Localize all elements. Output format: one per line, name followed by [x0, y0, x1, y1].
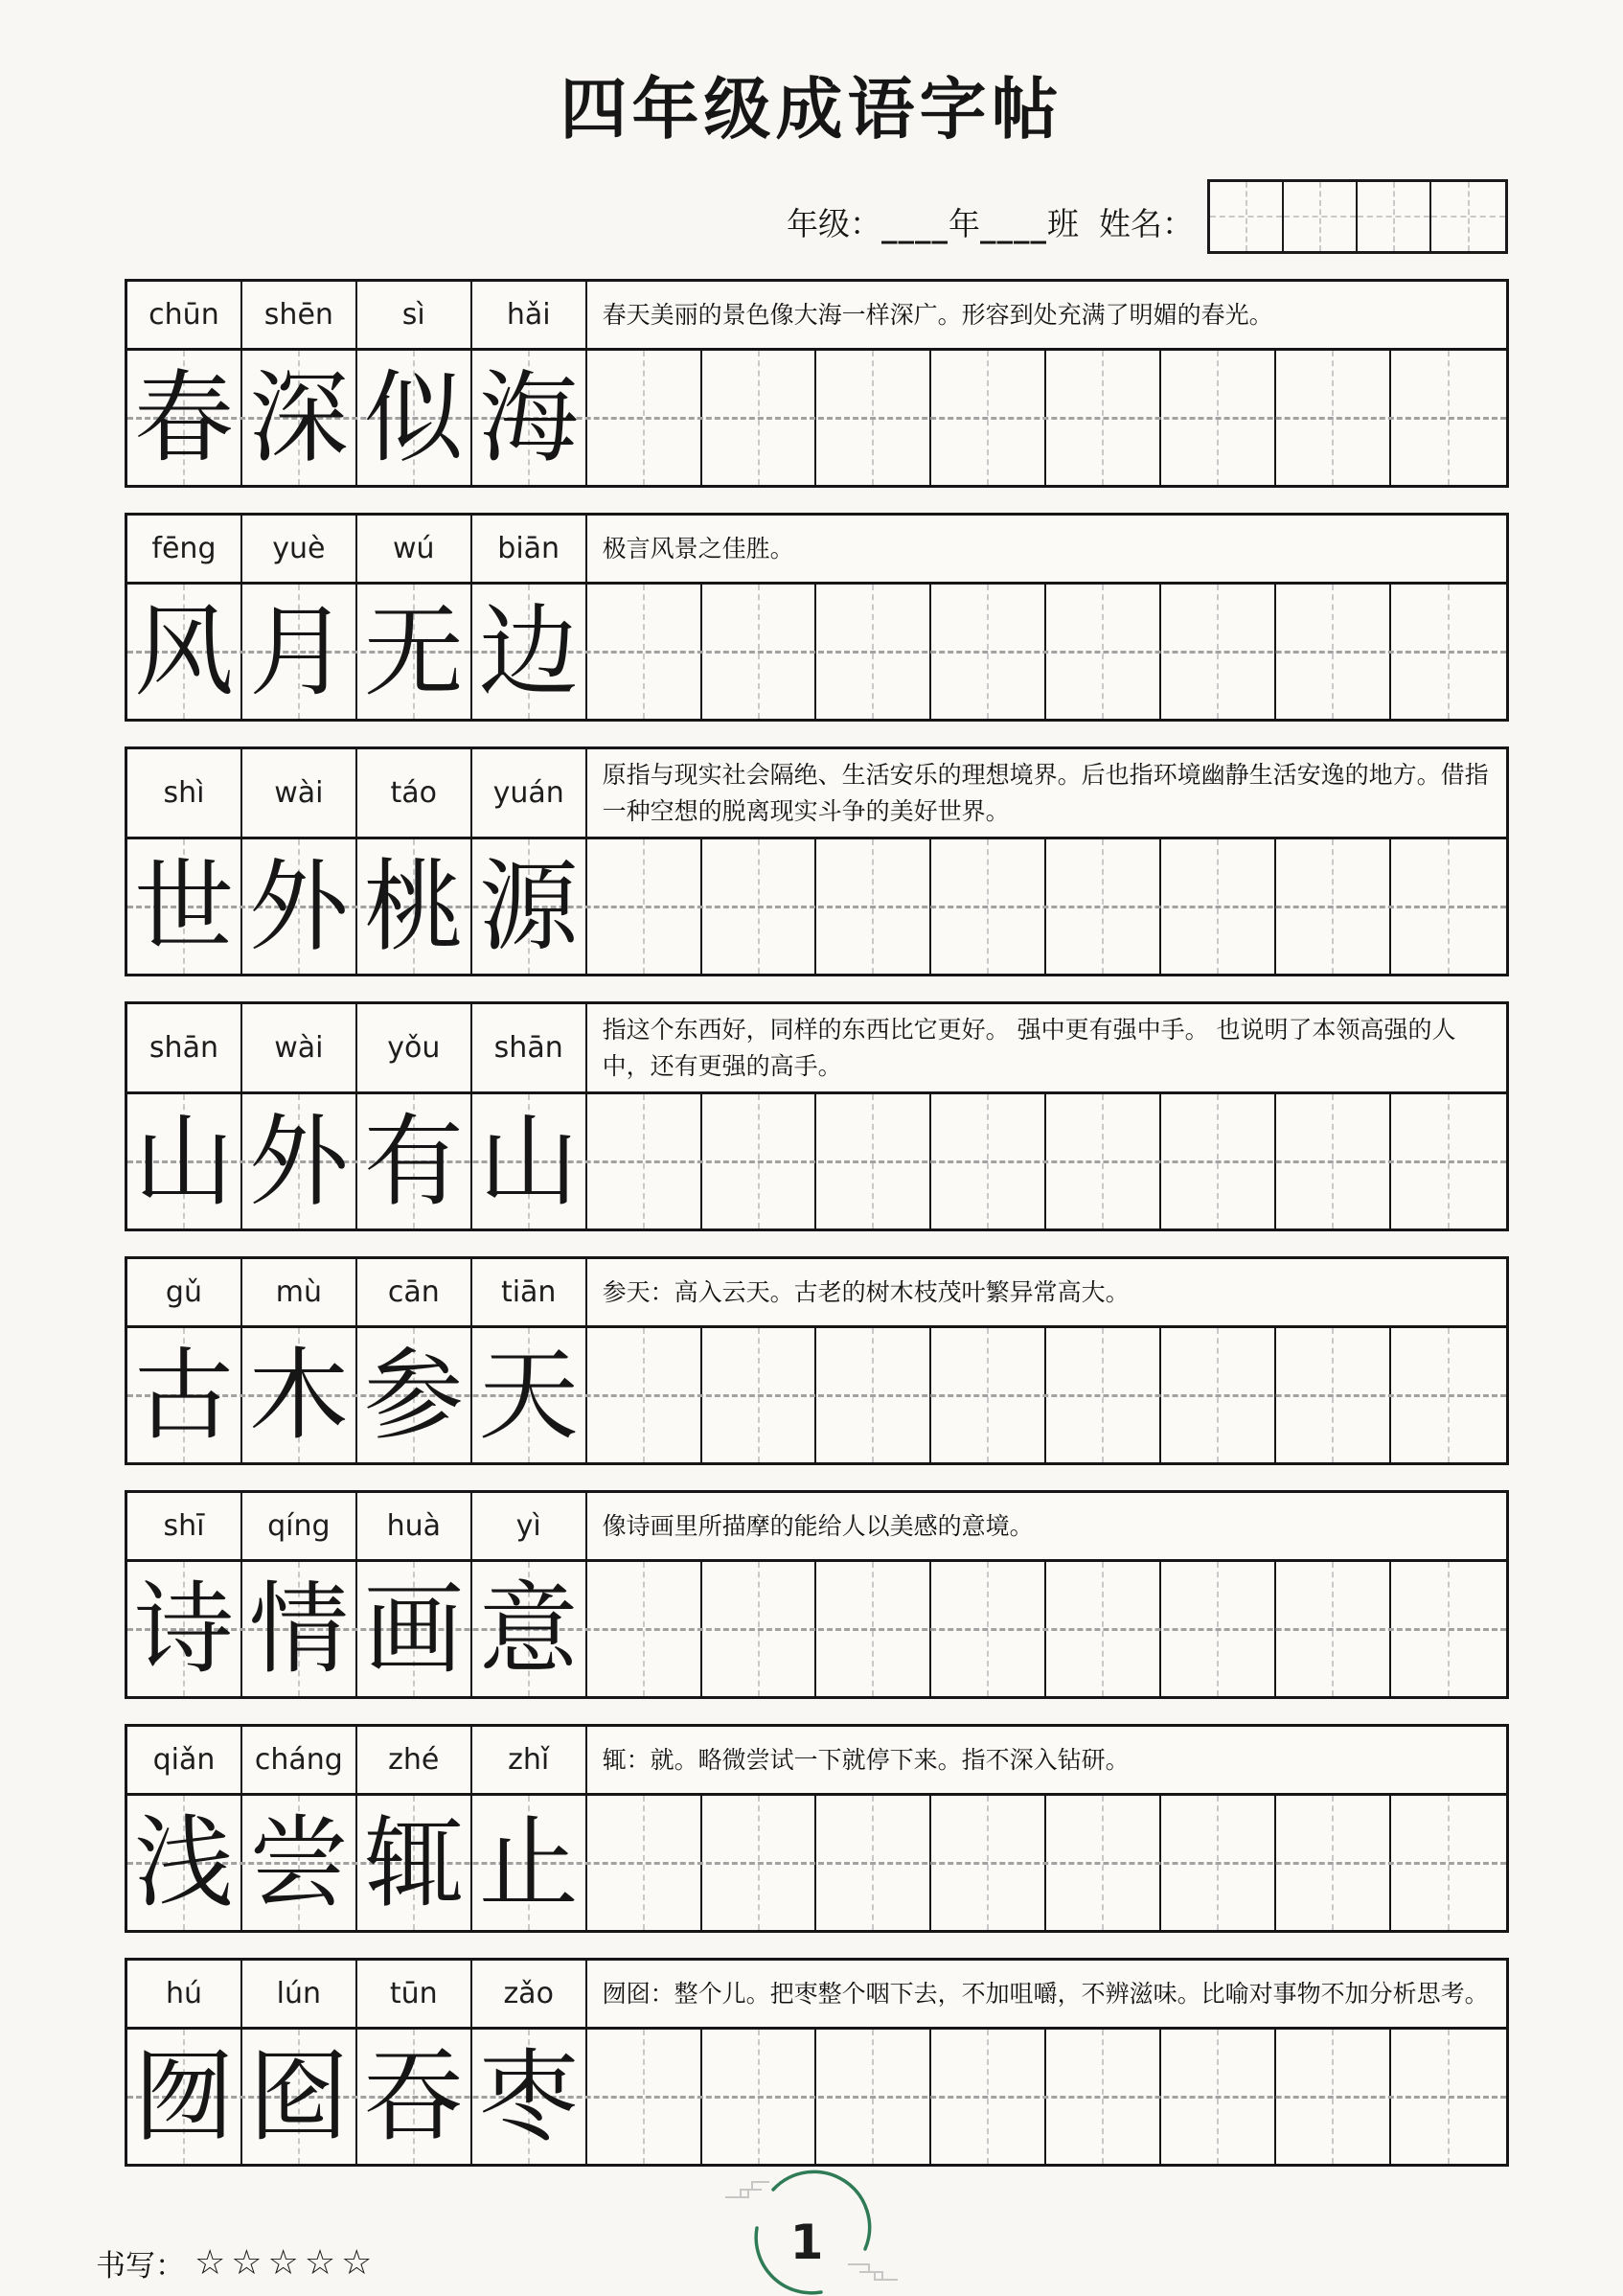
practice-cell: [931, 351, 1046, 485]
pinyin-cell: hǎi: [472, 282, 587, 348]
definition-text: 极言风景之佳胜。: [602, 534, 794, 563]
practice-cell: [587, 351, 702, 485]
model-character-cell: [357, 1562, 472, 1696]
model-character-cell: [357, 2030, 472, 2164]
model-character: 囫: [133, 2038, 234, 2155]
pinyin-cell: biān: [472, 516, 587, 582]
practice-cell: [1276, 1094, 1391, 1228]
pinyin-definition-row: [127, 516, 1506, 585]
practice-cell: [931, 585, 1046, 719]
character-practice-row: [127, 1796, 1506, 1930]
pinyin-cell: wài: [242, 1004, 357, 1091]
name-box-cell: [1431, 182, 1505, 251]
practice-cell: [816, 585, 931, 719]
practice-cell: [1161, 1094, 1276, 1228]
page-number-ornament: [725, 2165, 898, 2296]
pinyin-cell: tūn: [357, 1961, 472, 2027]
model-character-cell: [357, 585, 472, 719]
practice-cell: [1391, 1094, 1506, 1228]
practice-cell: [1161, 585, 1276, 719]
name-grid: [1207, 179, 1508, 254]
practice-cell: [1391, 1328, 1506, 1462]
model-character-cell: [472, 351, 587, 485]
definition-text: 原指与现实社会隔绝、生活安乐的理想境界。后也指环境幽静生活安逸的地方。借指一种空想的脱离现实斗争的美好世界。: [602, 761, 1489, 825]
practice-cell: [1161, 1328, 1276, 1462]
idiom-block: [125, 279, 1509, 488]
practice-cell: [1161, 2030, 1276, 2164]
name-box-cell: [1210, 182, 1284, 251]
character-practice-row: [127, 351, 1506, 485]
character-practice-row: [127, 839, 1506, 974]
practice-cell: [816, 1328, 931, 1462]
practice-cell: [931, 2030, 1046, 2164]
model-character-cell: [357, 839, 472, 974]
model-character-cell: [242, 839, 357, 974]
model-character: 深: [248, 359, 349, 476]
definition-text: 春天美丽的景色像大海一样深广。形容到处充满了明媚的春光。: [602, 300, 1273, 329]
model-character-cell: [472, 839, 587, 974]
practice-cell: [1046, 839, 1161, 974]
model-character-cell: [357, 1796, 472, 1930]
pinyin-cell: qiǎn: [127, 1727, 242, 1793]
practice-cell: [702, 1796, 817, 1930]
practice-cell: [1046, 1094, 1161, 1228]
grade-label: 年级：: [787, 205, 881, 242]
model-character-cell: [242, 1562, 357, 1696]
model-character-cell: [472, 1796, 587, 1930]
practice-cell: [702, 1094, 817, 1228]
idiom-block: [125, 1958, 1509, 2167]
practice-cell: [816, 351, 931, 485]
practice-cell: [587, 585, 702, 719]
model-character: 古: [133, 1337, 234, 1454]
model-character: 桃: [363, 848, 464, 965]
model-character-cell: [127, 839, 242, 974]
pinyin-cell: wài: [242, 749, 357, 837]
practice-cell: [702, 839, 817, 974]
practice-cell: [702, 1562, 817, 1696]
practice-cell: [1276, 1562, 1391, 1696]
practice-cell: [1046, 2030, 1161, 2164]
page-title: 四年级成语字帖: [560, 69, 1063, 149]
model-character: 囵: [248, 2038, 349, 2155]
pinyin-cell: fēng: [127, 516, 242, 582]
model-character: 海: [478, 359, 579, 476]
model-character: 世: [133, 848, 234, 965]
practice-cell: [1161, 351, 1276, 485]
pinyin-cell: shì: [127, 749, 242, 837]
pinyin-definition-row: [127, 1961, 1506, 2030]
model-character: 源: [478, 848, 579, 965]
pinyin-cell: zhǐ: [472, 1727, 587, 1793]
model-character: 似: [363, 359, 464, 476]
definition-text: 辄：就。略微尝试一下就停下来。指不深入钻研。: [602, 1745, 1130, 1774]
model-character: 止: [478, 1804, 579, 1921]
cloud-icon: [725, 2182, 769, 2197]
model-character-cell: [127, 2030, 242, 2164]
model-character-cell: [357, 351, 472, 485]
practice-cell: [1391, 351, 1506, 485]
idiom-block: [125, 1256, 1509, 1465]
practice-cell: [1046, 1796, 1161, 1930]
pinyin-cell: yuè: [242, 516, 357, 582]
model-character: 有: [363, 1103, 464, 1220]
practice-cell: [587, 839, 702, 974]
model-character-cell: [357, 1328, 472, 1462]
practice-cell: [702, 351, 817, 485]
practice-cell: [1161, 839, 1276, 974]
pinyin-cell: zhé: [357, 1727, 472, 1793]
pinyin-definition-row: [127, 1259, 1506, 1328]
practice-cell: [702, 1328, 817, 1462]
writing-rating: [96, 2241, 377, 2285]
model-character-cell: [472, 1328, 587, 1462]
pinyin-cell: shī: [127, 1493, 242, 1559]
model-character-cell: [127, 1562, 242, 1696]
practice-cell: [1276, 1328, 1391, 1462]
model-character-cell: [242, 2030, 357, 2164]
practice-cell: [587, 2030, 702, 2164]
practice-cell: [702, 2030, 817, 2164]
year-label: 年: [949, 205, 980, 242]
name-box-cell: [1284, 182, 1358, 251]
model-character-cell: [242, 1094, 357, 1228]
pinyin-cell: yì: [472, 1493, 587, 1559]
model-character: 木: [248, 1337, 349, 1454]
practice-cell: [587, 1094, 702, 1228]
model-character-cell: [472, 1094, 587, 1228]
model-character: 边: [478, 593, 579, 710]
practice-cell: [1276, 2030, 1391, 2164]
model-character-cell: [127, 1094, 242, 1228]
student-info-row: [0, 173, 1623, 254]
model-character-cell: [472, 585, 587, 719]
model-character: 风: [133, 593, 234, 710]
model-character: 吞: [363, 2038, 464, 2155]
model-character-cell: [242, 585, 357, 719]
character-practice-row: [127, 1562, 1506, 1696]
idiom-block: [125, 513, 1509, 722]
definition-text: 参天：高入云天。古老的树木枝茂叶繁异常高大。: [602, 1277, 1130, 1306]
pinyin-cell: yǒu: [357, 1004, 472, 1091]
pinyin-cell: shān: [127, 1004, 242, 1091]
practice-cell: [587, 1562, 702, 1696]
character-practice-row: [127, 585, 1506, 719]
practice-cell: [931, 1094, 1046, 1228]
definition-text: 指这个东西好，同样的东西比它更好。 强中更有强中手。 也说明了本领高强的人中，还有更强的高手。: [602, 1016, 1456, 1080]
practice-cell: [1391, 585, 1506, 719]
practice-cell: [587, 1328, 702, 1462]
pinyin-cell: mù: [242, 1259, 357, 1325]
model-character: 画: [363, 1571, 464, 1688]
pinyin-definition-row: [127, 1727, 1506, 1796]
pinyin-cell: tiān: [472, 1259, 587, 1325]
name-label: 姓名：: [1088, 205, 1194, 242]
practice-cell: [1161, 1562, 1276, 1696]
writing-rating-label: 书写：: [96, 2249, 185, 2284]
pinyin-cell: lún: [242, 1961, 357, 2027]
character-practice-row: [127, 1328, 1506, 1462]
model-character: 尝: [248, 1804, 349, 1921]
model-character-cell: [127, 1796, 242, 1930]
pinyin-cell: táo: [357, 749, 472, 837]
pinyin-cell: wú: [357, 516, 472, 582]
pinyin-definition-row: [127, 282, 1506, 351]
model-character-cell: [127, 1328, 242, 1462]
idiom-blocks: [125, 279, 1509, 2167]
model-character: 山: [133, 1103, 234, 1220]
pinyin-definition-row: [127, 1004, 1506, 1094]
rating-stars: ☆☆☆☆☆: [194, 2243, 378, 2283]
pinyin-cell: yuán: [472, 749, 587, 837]
practice-cell: [1391, 1562, 1506, 1696]
model-character: 外: [248, 848, 349, 965]
practice-cell: [587, 1796, 702, 1930]
page-number: 1: [789, 2215, 824, 2270]
idiom-block: [125, 1001, 1509, 1231]
model-character: 外: [248, 1103, 349, 1220]
model-character: 意: [478, 1571, 579, 1688]
pinyin-cell: sì: [357, 282, 472, 348]
practice-cell: [931, 839, 1046, 974]
practice-cell: [1276, 839, 1391, 974]
model-character: 浅: [133, 1804, 234, 1921]
grade-blank: ____: [881, 207, 949, 244]
model-character: 月: [248, 593, 349, 710]
practice-cell: [1046, 351, 1161, 485]
practice-cell: [816, 2030, 931, 2164]
model-character: 山: [478, 1103, 579, 1220]
pinyin-cell: qíng: [242, 1493, 357, 1559]
practice-cell: [1046, 585, 1161, 719]
pinyin-definition-row: [127, 749, 1506, 839]
idiom-block: [125, 1724, 1509, 1933]
model-character-cell: [472, 2030, 587, 2164]
pinyin-cell: cān: [357, 1259, 472, 1325]
definition-text: 像诗画里所描摩的能给人以美感的意境。: [602, 1511, 1034, 1540]
model-character-cell: [242, 1796, 357, 1930]
practice-cell: [1046, 1328, 1161, 1462]
model-character: 诗: [133, 1571, 234, 1688]
model-character: 情: [248, 1571, 349, 1688]
pinyin-cell: cháng: [242, 1727, 357, 1793]
model-character: 辄: [363, 1804, 464, 1921]
pinyin-cell: chūn: [127, 282, 242, 348]
pinyin-cell: zǎo: [472, 1961, 587, 2027]
idiom-block: [125, 746, 1509, 976]
class-label: 班: [1047, 205, 1089, 242]
model-character-cell: [127, 351, 242, 485]
practice-cell: [1276, 585, 1391, 719]
practice-cell: [816, 839, 931, 974]
idiom-block: [125, 1490, 1509, 1699]
practice-cell: [1391, 839, 1506, 974]
practice-cell: [931, 1562, 1046, 1696]
model-character-cell: [357, 1094, 472, 1228]
model-character: 春: [133, 359, 234, 476]
practice-cell: [1391, 1796, 1506, 1930]
model-character: 天: [478, 1337, 579, 1454]
page-footer: [0, 2199, 1623, 2296]
model-character-cell: [127, 585, 242, 719]
model-character: 参: [363, 1337, 464, 1454]
pinyin-definition-row: [127, 1493, 1506, 1562]
practice-cell: [702, 585, 817, 719]
character-practice-row: [127, 1094, 1506, 1228]
practice-cell: [816, 1562, 931, 1696]
practice-cell: [931, 1796, 1046, 1930]
pinyin-cell: hú: [127, 1961, 242, 2027]
practice-cell: [931, 1328, 1046, 1462]
pinyin-cell: huà: [357, 1493, 472, 1559]
pinyin-cell: gǔ: [127, 1259, 242, 1325]
practice-cell: [1276, 1796, 1391, 1930]
class-blank: ____: [980, 207, 1047, 244]
pinyin-cell: shān: [472, 1004, 587, 1091]
practice-cell: [816, 1796, 931, 1930]
model-character-cell: [242, 1328, 357, 1462]
character-practice-row: [127, 2030, 1506, 2164]
model-character: 枣: [478, 2038, 579, 2155]
practice-cell: [816, 1094, 931, 1228]
model-character-cell: [472, 1562, 587, 1696]
model-character-cell: [242, 351, 357, 485]
model-character: 无: [363, 593, 464, 710]
pinyin-cell: shēn: [242, 282, 357, 348]
practice-cell: [1161, 1796, 1276, 1930]
practice-cell: [1046, 1562, 1161, 1696]
practice-cell: [1276, 351, 1391, 485]
definition-text: 囫囵：整个儿。把枣整个咽下去，不加咀嚼，不辨滋味。比喻对事物不加分析思考。: [602, 1979, 1489, 2008]
name-box-cell: [1358, 182, 1431, 251]
practice-cell: [1391, 2030, 1506, 2164]
